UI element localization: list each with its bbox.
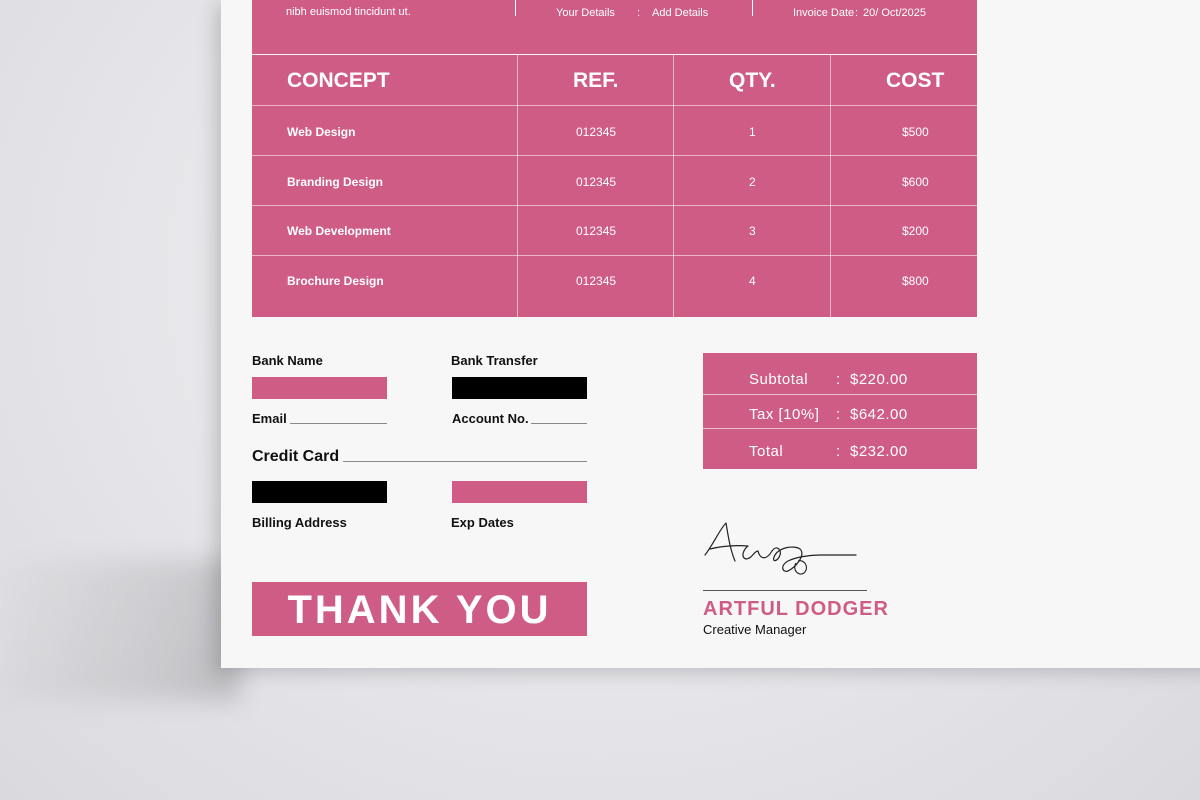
- total-value: $232.00: [850, 443, 908, 460]
- table-row: [252, 106, 977, 156]
- your-details-label: Your Details: [556, 7, 615, 19]
- account-no-label: Account No.: [452, 411, 529, 426]
- credit-card-label: Credit Card: [252, 448, 340, 465]
- invoice-date-label: Invoice Date: [793, 7, 855, 19]
- credit-card-underline[interactable]: [343, 461, 587, 462]
- row-ref: 012345: [576, 175, 617, 189]
- row-ref: 012345: [576, 274, 617, 288]
- column-header-ref: REF.: [573, 69, 619, 92]
- signature-image: [700, 515, 860, 585]
- your-details-colon: :: [637, 7, 641, 19]
- table-row: [252, 156, 977, 206]
- billing-address-label: Billing Address: [252, 515, 347, 530]
- totals-row-tax: [703, 394, 977, 430]
- email-label: Email: [252, 411, 287, 426]
- total-colon: :: [836, 443, 841, 460]
- column-header-qty: QTY.: [729, 69, 776, 92]
- row-concept: Web Design: [287, 125, 356, 139]
- row-qty: 1: [749, 125, 756, 139]
- your-details-value: Add Details: [652, 7, 709, 19]
- signatory-title: Creative Manager: [703, 622, 807, 637]
- totals-divider: [703, 428, 977, 429]
- invoice-header-band: [252, 0, 977, 54]
- bank-transfer-label: Bank Transfer: [451, 353, 538, 368]
- tax-colon: :: [836, 406, 841, 423]
- subtotal-colon: :: [836, 371, 841, 388]
- row-cost: $800: [902, 274, 929, 288]
- row-cost: $500: [902, 125, 929, 139]
- exp-dates-field[interactable]: [452, 481, 587, 503]
- row-concept: Branding Design: [287, 175, 384, 189]
- exp-dates-label: Exp Dates: [451, 515, 514, 530]
- total-label: Total: [749, 443, 784, 460]
- totals-row-subtotal: [703, 359, 977, 395]
- signature-line: [703, 590, 867, 591]
- column-header-cost: COST: [886, 69, 945, 92]
- totals-row-total: [703, 431, 977, 467]
- row-cost: $600: [902, 175, 929, 189]
- header-divider: [515, 0, 516, 16]
- row-concept: Web Development: [287, 224, 391, 238]
- subtotal-label: Subtotal: [749, 371, 809, 388]
- subtotal-value: $220.00: [850, 371, 908, 388]
- items-table: [252, 55, 977, 317]
- row-qty: 4: [749, 274, 756, 288]
- billing-address-field[interactable]: [252, 481, 387, 503]
- email-underline[interactable]: [290, 423, 387, 424]
- bank-transfer-field[interactable]: [452, 377, 587, 399]
- tax-value: $642.00: [850, 406, 908, 423]
- bank-name-label: Bank Name: [252, 353, 323, 368]
- row-cost: $200: [902, 224, 929, 238]
- column-header-concept: CONCEPT: [287, 69, 390, 92]
- intro-text: nibh euismod tincidunt ut.: [286, 6, 411, 18]
- paper-shadow: [0, 560, 240, 700]
- row-ref: 012345: [576, 125, 617, 139]
- row-qty: 3: [749, 224, 756, 238]
- row-concept: Brochure Design: [287, 274, 384, 288]
- tax-label: Tax [10%]: [749, 406, 820, 423]
- account-no-underline[interactable]: [531, 423, 587, 424]
- row-qty: 2: [749, 175, 756, 189]
- totals-box: [703, 353, 977, 469]
- thank-you-banner: THANK YOU: [252, 582, 587, 636]
- invoice-date-value: 20/ Oct/2025: [863, 7, 926, 19]
- invoice-date-colon: :: [855, 7, 859, 19]
- header-divider: [752, 0, 753, 16]
- row-ref: 012345: [576, 224, 617, 238]
- table-row: [252, 205, 977, 255]
- bank-name-field[interactable]: [252, 377, 387, 399]
- table-row: [252, 255, 977, 305]
- signatory-name: ARTFUL DODGER: [703, 598, 889, 620]
